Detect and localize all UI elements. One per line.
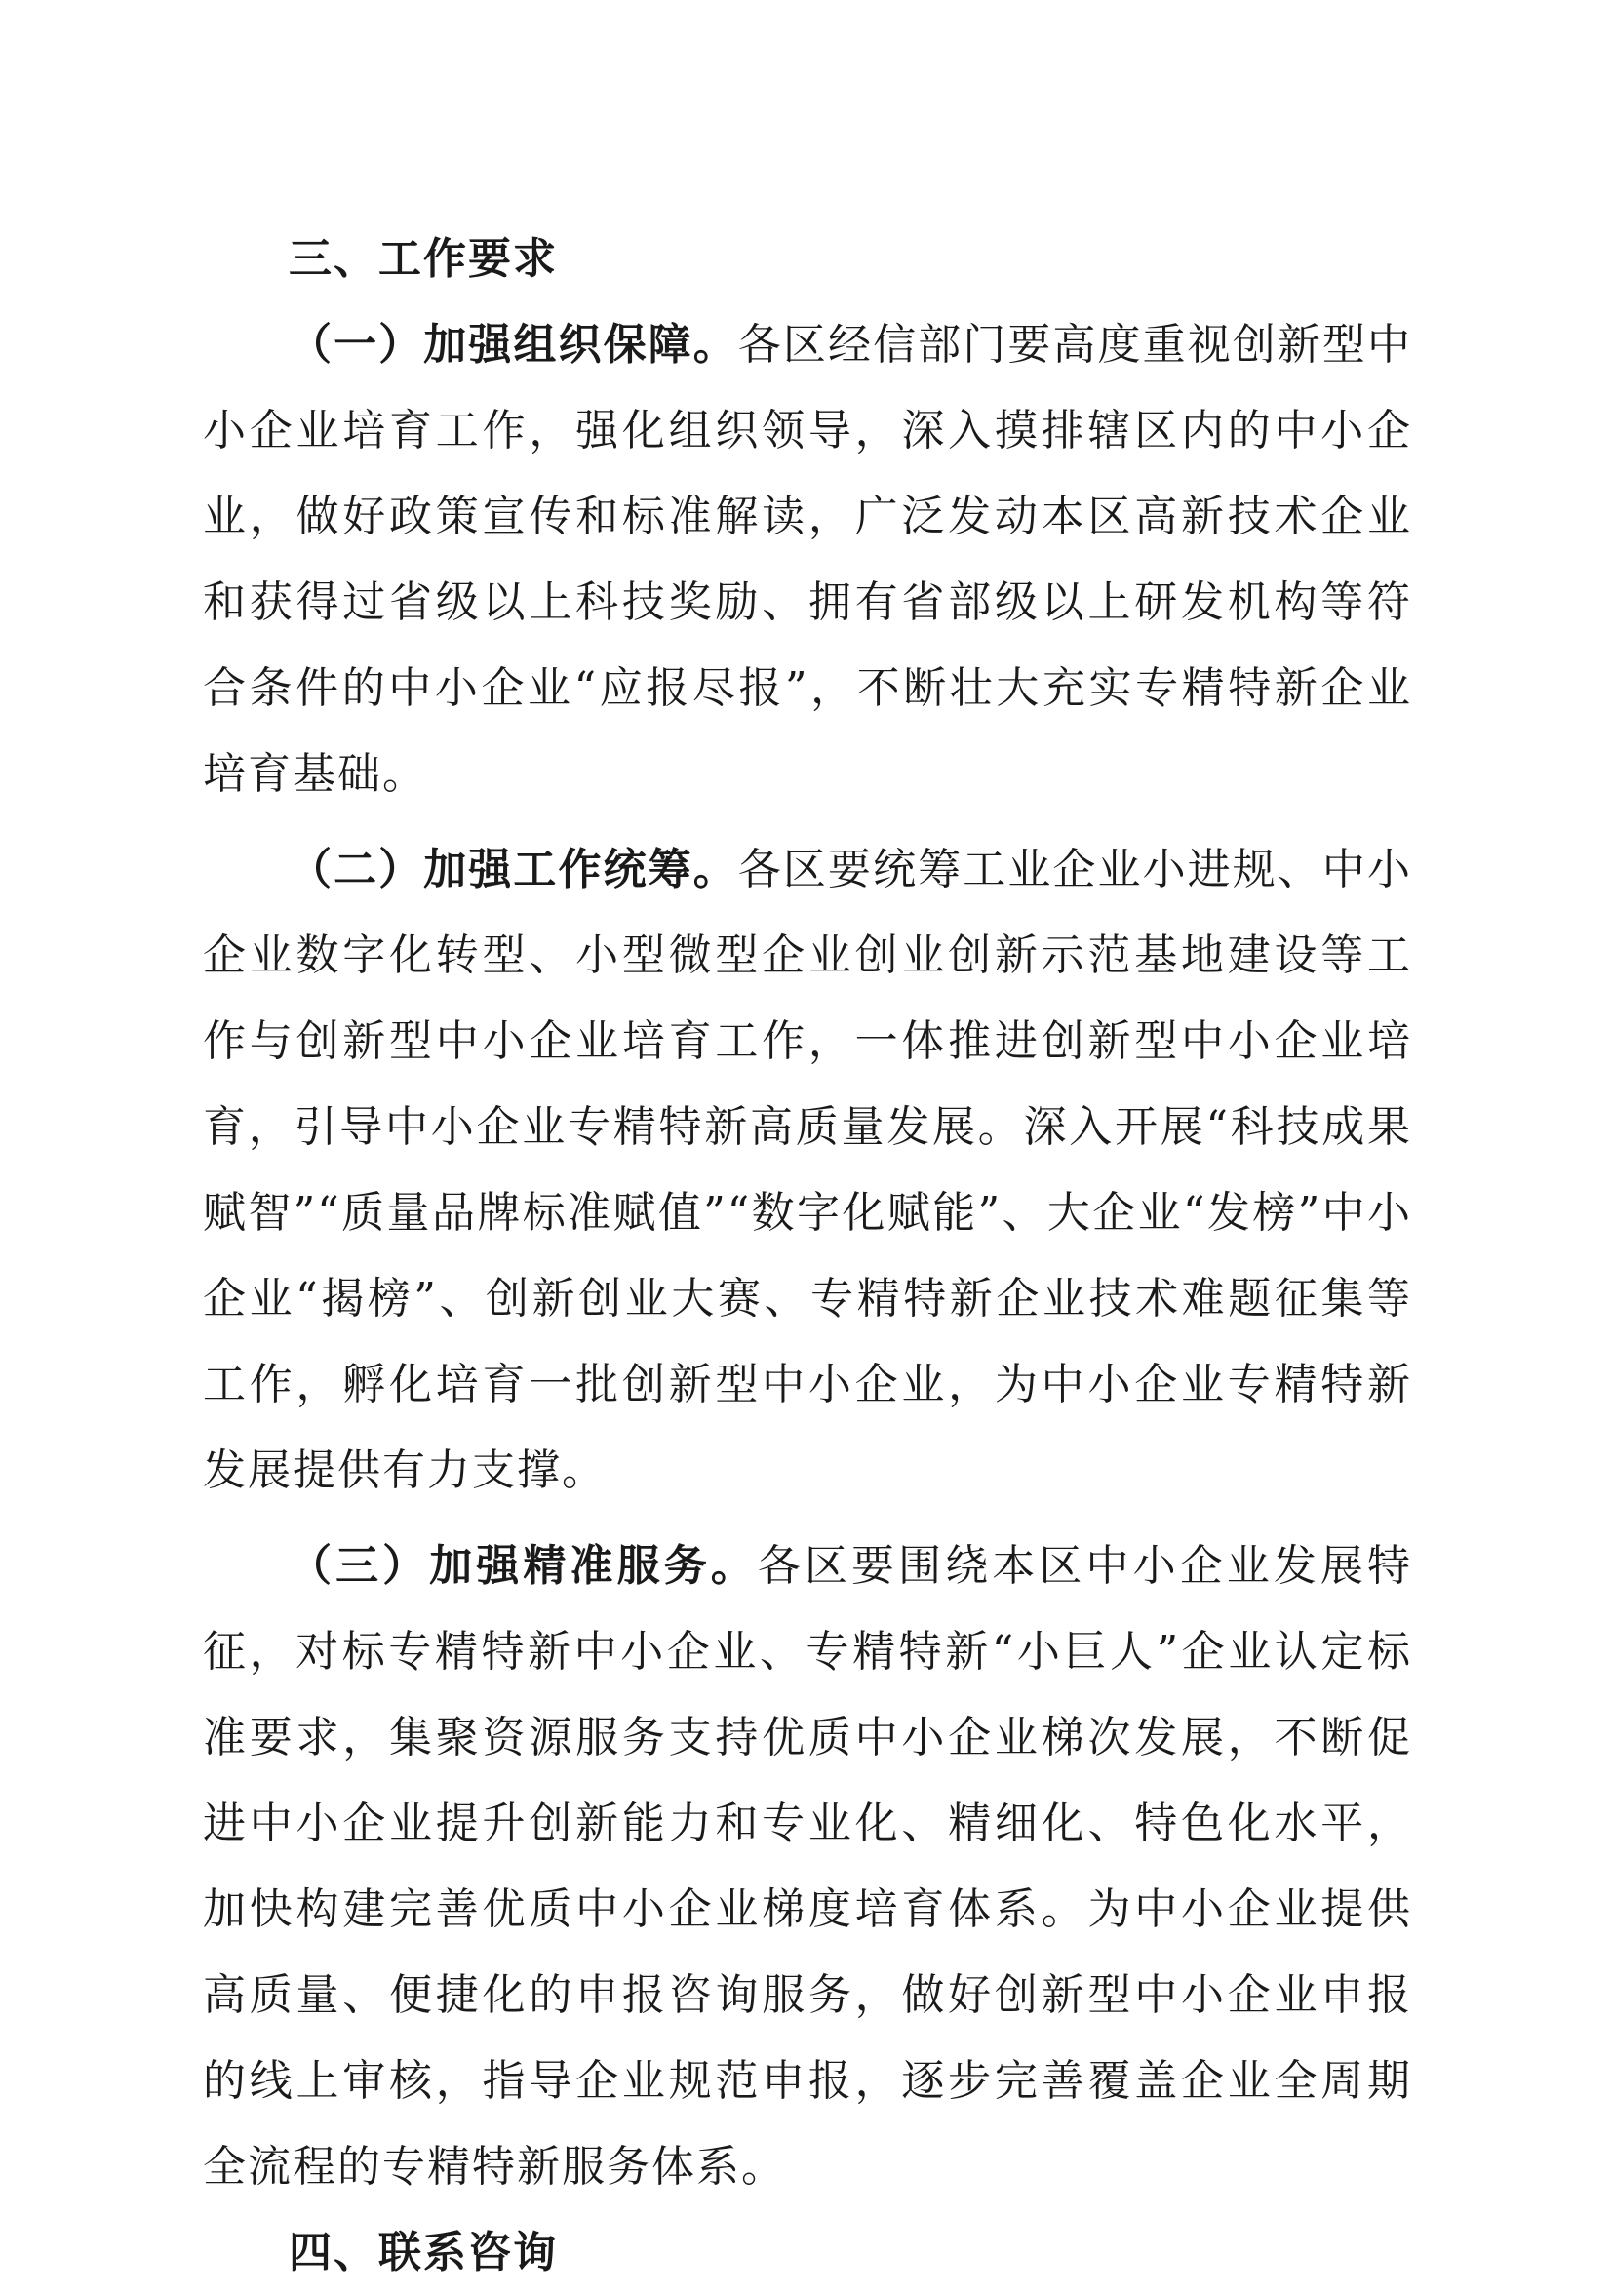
paragraph-text: 各区要围绕本区中小企业发展特征，对标专精特新中小企业、专精特新“小巨人”企业认定标准要求，集聚资源服务支持优质中小企业梯次发展，不断促进中小企业提升创新能力和专业化、精细化、特色化水平，加快构建完善优质中小企业梯度培育体系。为中小企业提供高质量、便捷化的申报咨询服务，做好创新型中小企业申报的线上审核，指导企业规范申报，逐步完善覆盖企业全周期全流程的专精特新服务体系。: [203, 1541, 1413, 2192]
paragraph-lead: （一）加强组织保障。: [289, 320, 738, 370]
paragraph-precise-service: [203, 1524, 1412, 2210]
document-body: [203, 217, 1412, 2296]
section-heading-contact: 四、联系咨询: [289, 2228, 558, 2277]
paragraph-lead: （三）加强精准服务。: [289, 1541, 758, 1591]
paragraph-text: 各区经信部门要高度重视创新型中小企业培育工作，强化组织领导，深入摸排辖区内的中小企业，做好政策宣传和标准解读，广泛发动本区高新技术企业和获得过省级以上科技奖励、拥有省部级以上研发机构等符合条件的中小企业“应报尽报”，不断壮大充实专精特新企业培育基础。: [203, 320, 1413, 799]
paragraph-lead: （二）加强工作统筹。: [289, 845, 738, 894]
paragraph-text: 各区要统筹工业企业小进规、中小企业数字化转型、小型微型企业创业创新示范基地建设等工作与创新型中小企业培育工作，一体推进创新型中小企业培育，引导中小企业专精特新高质量发展。深入开展“科技成果赋智”“质量品牌标准赋值”“数字化赋能”、大企业“发榜”中小企业“揭榜”、创新创业大赛、专精特新企业技术难题征集等工作，孵化培育一批创新型中小企业，为中小企业专精特新发展提供有力支撑。: [203, 845, 1413, 1495]
paragraph-coordination: [203, 827, 1412, 1514]
section-heading-work-requirements: 三、工作要求: [289, 234, 558, 284]
paragraph-organization: [203, 302, 1412, 817]
